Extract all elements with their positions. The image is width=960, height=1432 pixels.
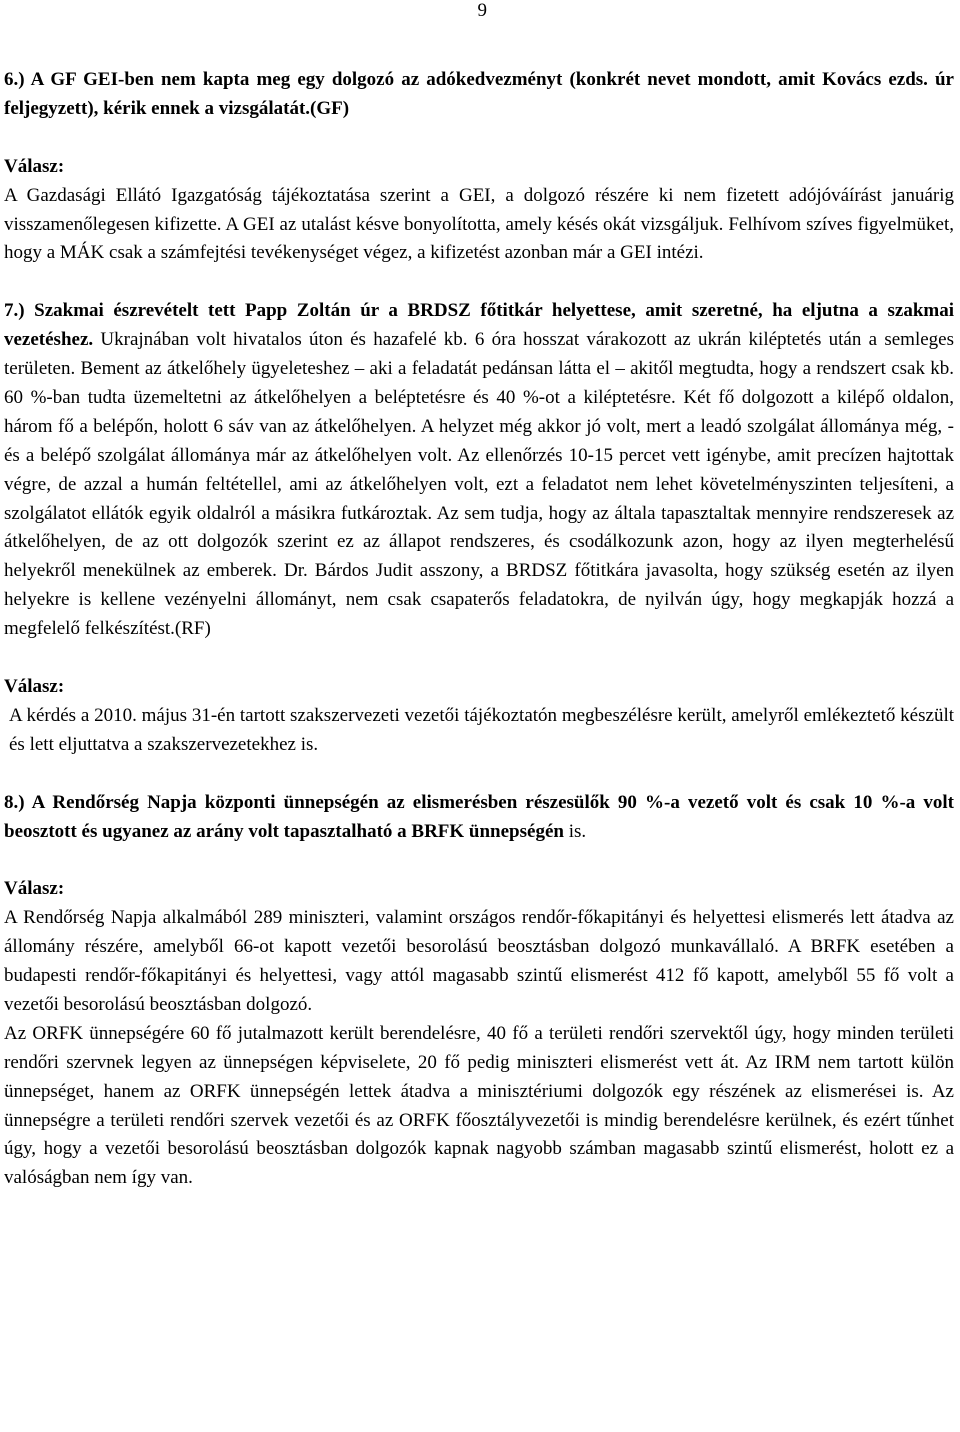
question-7-detail: Ukrajnában volt hivatalos úton és hazafelé kb. 6 óra hosszat várakozott az ukrán kiléptetés után a semleges területen. Bement az átkelőhely ügyeleteshez – aki a feladatát pedánsan látta el – akitől megtudta, hogy a rendszert csak kb. 60 %-ban tudta üzemeltetni az átkelőhelyen a beléptetésre és 40 %-ot a kiléptetésre. Két fő dolgozott a kilépő oldalon, három fő a belépőn, holott 6 sáv van az átkelőhelyen. A helyzet még akkor jó volt, mert a leadó szolgálat állománya még, - és a belépő szolgálat állománya már az átkelőhelyen volt. Az ellenőrzés 10-15 percet vett igénybe, amit precízen hajtottak végre, de azzal a humán feltétellel, ami az átkelőhelyen volt, ezt a feladatot nem lehet követelményszinten teljesíteni, a szolgálatot ellátók egyik oldalról a másikra futkároztak. Az sem tudja, hogy az általa tapasztaltak mennyire rendszeresek az átkelőhelyen, de az ott dolgozók szerint ez az állapot rendszeres, és csodálkozunk azon, hogy az ilyen megterhelésű helyekről menekülnek az emberek. Dr. Bárdos Judit asszony, a BRDSZ főtitkára javasolta, hogy szükség esetén az ilyen helyekre is kellene vezényelni állományt, nem csak csapaterős feladatokra, de nyilván úgy, hogy megkapják hozzá a megfelelő felkészítést.(RF) (4, 329, 954, 640)
spacer (4, 846, 954, 875)
question-8-answer-paragraph-2: Az ORFK ünnepségére 60 fő jutalmazott került berendelésre, 40 fő a területi rendőri szervektől úgy, hogy minden területi rendőri szervnek legyen az ünnepségen képviselete, 20 fő pedig miniszteri elismerést vett át. Az IRM nem tartott külön ünnepséget, hanem az ORFK ünnepségén lettek átadva a minisztériumi dolgozók egy részének az elismerései is. Az ünnepségre a területi rendőri szervek vezetői és az ORFK főosztályvezetői is mindig berendelésre kerülnek, és ezért tűnhet úgy, hogy a vezetői besorolású beosztásban dolgozók kapnak nagyobb számban magasabb szintű elismerést, holott ez a valóságban nem így van. (4, 1022, 954, 1189)
question-8 (4, 789, 954, 1194)
question-7-answer: A kérdés a 2010. május 31-én tartott szakszervezeti vezetői tájékoztatón megbeszélésre került, amelyről emlékeztető készült és lett eljuttatva a szakszervezetekhez is. (9, 704, 954, 755)
question-6-heading: 6.) A GF GEI-ben nem kapta meg egy dolgozó az adókedvezményt (konkrét nevet mondott, amit Kovács ezds. úr feljegyzett), kérik ennek a vizsgálatát.(GF) (4, 69, 954, 119)
question-8-heading: 8.) A Rendőrség Napja központi ünnepségén az elismerésben részesülők 90 %-a vezető volt és csak 10 %-a volt beosztott és ugyanez az arány volt tapasztalható a BRFK ünnepségén (4, 791, 954, 842)
question-7-heading: 7.) Szakmai észrevételt tett Papp Zoltán úr a BRDSZ főtitkár helyettese, amit szeretné, ha eljutna a szakmai vezetéshez. (4, 300, 954, 351)
spacer (4, 268, 954, 297)
answer-label: Válasz: (4, 878, 65, 900)
question-6-answer: A Gazdasági Ellátó Igazgatóság tájékoztatása szerint a GEI, a dolgozó részére ki nem fizetett adójóváírást januárig visszamenőlegesen kifizette. A GEI az utalást késve bonyolította, amely késés okát vizsgáljuk. Felhívom szíves figyelmüket, hogy a MÁK csak a számfejtési tevékenységet végez, a kifizetést azonban már a GEI intézi. (4, 184, 955, 264)
question-8-text: 8.) A Rendőrség Napja központi ünnepségén az elismerésben részesülők 90 %-a vezető volt és csak 10 %-a volt beosztott és ugyanez az arány volt tapasztalható a BRFK ünnepségén is. (4, 791, 954, 842)
question-6 (4, 66, 954, 268)
spacer (4, 644, 954, 673)
page-number: 9 (477, 0, 487, 21)
answer-label: Válasz: (4, 155, 65, 177)
spacer (4, 124, 954, 153)
answer-label: Válasz: (4, 675, 65, 697)
question-8-answer-paragraph-1: A Rendőrség Napja alkalmából 289 miniszteri, valamint országos rendőr-főkapitányi és helyettesi elismerés lett átadva az állomány részére, amelyből 66-ot kapott vezetői besorolású beosztásban dolgozó munkavállaló. A BRFK esetében a budapesti rendőr-főkapitányi és helyettesi, vagy attól magasabb szintű elismerést 412 fő kapott, amelyből 55 fő volt a vezetői besorolású beosztásban dolgozó. (4, 907, 954, 1015)
question-7-text (4, 297, 954, 644)
spacer (4, 760, 954, 789)
question-7 (4, 297, 954, 759)
document-body (4, 66, 954, 1193)
question-6-text (4, 66, 954, 124)
